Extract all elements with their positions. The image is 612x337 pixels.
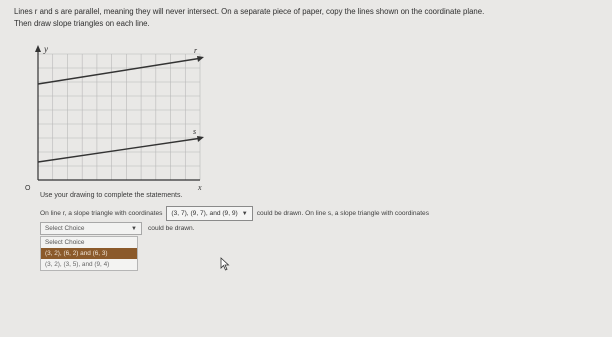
line-r-middle: could be drawn. On line s, a slope triangle with coordinates: [256, 210, 429, 217]
chevron-down-icon: ▼: [241, 210, 248, 217]
y-axis-arrow: [35, 45, 41, 52]
origin-label: O: [25, 185, 31, 192]
instructions: [14, 6, 606, 30]
line-s-select-placeholder: Select Choice: [45, 225, 85, 232]
line-r-prefix: On line r, a slope triangle with coordinates: [40, 210, 163, 217]
line-r-label: r: [194, 46, 198, 55]
statement-line-r: [40, 206, 429, 221]
instructions-line-1: Lines r and s are parallel, meaning they will never intersect. On a separate piece of paper, copy the lines shown on the coordinate plane.: [14, 7, 485, 16]
line-s: [38, 138, 202, 162]
statements-intro: Use your drawing to complete the statements.: [40, 192, 183, 199]
line-s-label: s: [193, 127, 197, 136]
dropdown-option[interactable]: (3, 2), (3, 5), and (9, 4): [45, 261, 110, 268]
dropdown-option[interactable]: (3, 2), (6, 2) and (6, 3): [41, 248, 137, 259]
statement-line-s: [40, 222, 195, 235]
line-s-answer-select[interactable]: [40, 222, 142, 235]
line-s-arrow: [197, 136, 204, 142]
line-r-answer-value: (3, 7), (9, 7), and (9, 9): [171, 210, 238, 217]
x-axis-label: x: [198, 183, 202, 192]
grid: [38, 54, 200, 180]
y-axis-label: y: [44, 44, 48, 54]
line-s-dropdown-menu: [40, 236, 138, 271]
mouse-cursor-icon: [220, 257, 230, 271]
dropdown-option[interactable]: Select Choice: [45, 239, 85, 246]
instructions-line-2: Then draw slope triangles on each line.: [14, 19, 150, 28]
line-r-arrow: [197, 56, 204, 62]
line-s-suffix: could be drawn.: [148, 225, 195, 232]
line-r-answer-select[interactable]: [166, 206, 252, 221]
chevron-down-icon: ▼: [131, 225, 137, 232]
coordinate-plane: [20, 42, 210, 192]
line-r: [38, 58, 202, 84]
